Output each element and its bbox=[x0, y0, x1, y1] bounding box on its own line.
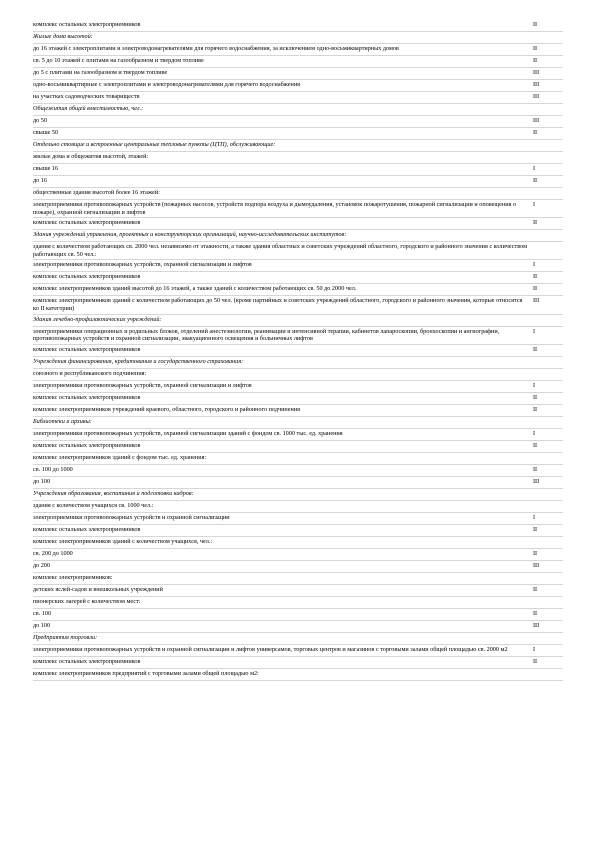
reliability-category: III bbox=[533, 621, 540, 629]
table-row bbox=[33, 260, 563, 272]
reliability-category: II bbox=[533, 405, 538, 413]
table-row bbox=[33, 513, 563, 525]
table-row bbox=[33, 501, 563, 513]
table-row bbox=[33, 68, 563, 80]
row-description: комплекс остальных электроприемников bbox=[33, 657, 141, 665]
reliability-category: III bbox=[533, 69, 540, 76]
row-description: до 50 bbox=[33, 117, 47, 124]
reliability-category: II bbox=[533, 549, 538, 557]
table-row bbox=[33, 645, 563, 657]
row-description: до 16 этажей с электроплитами и электроводонагревателями для горячего водоснабжения, за исключением одно-восьмиквартирных домов bbox=[33, 45, 399, 52]
section-heading-text: Жилые дома высотой: bbox=[33, 33, 93, 40]
row-description: комплекс электроприемников зданий с количеством учащихся, чел.: bbox=[33, 537, 213, 545]
reliability-category: III bbox=[533, 477, 540, 485]
table-row bbox=[33, 272, 563, 284]
section-heading-row bbox=[33, 633, 563, 645]
table-row bbox=[33, 284, 563, 296]
section-heading-row bbox=[33, 104, 563, 116]
table-row bbox=[33, 242, 563, 260]
reliability-category: I bbox=[533, 429, 536, 437]
section-heading-row bbox=[33, 357, 563, 369]
row-description: комплекс электроприемников предприятий с торговыми залами общей площадью м2: bbox=[33, 669, 259, 677]
row-description: комплекс электроприемников: bbox=[33, 573, 113, 581]
section-heading-row bbox=[33, 417, 563, 429]
table-row bbox=[33, 405, 563, 417]
table-row bbox=[33, 218, 563, 230]
row-description: до 200 bbox=[33, 561, 51, 569]
table-row bbox=[33, 585, 563, 597]
reliability-category: II bbox=[533, 57, 538, 64]
row-description: жилые дома и общежития высотой, этажей: bbox=[33, 153, 149, 160]
table-row bbox=[33, 44, 563, 56]
reliability-category: II bbox=[533, 657, 538, 665]
reliability-category: I bbox=[533, 645, 536, 653]
table-row bbox=[33, 200, 563, 218]
reliability-category: II bbox=[533, 129, 538, 136]
section-heading-row bbox=[33, 230, 563, 242]
row-description: на участках садоводческих товариществ bbox=[33, 93, 140, 100]
row-description: электроприемники противопожарных устройств, охранной сигнализации и лифтов bbox=[33, 381, 252, 389]
row-description: комплекс остальных электроприемников bbox=[33, 393, 141, 401]
reliability-category: II bbox=[533, 273, 538, 281]
row-description: союзного и республиканского подчинения: bbox=[33, 369, 147, 377]
table-row bbox=[33, 477, 563, 489]
row-description: пионерских лагерей с количеством мест: bbox=[33, 597, 141, 605]
row-description: до 5 с плитами на газообразном и твердом топливе bbox=[33, 69, 168, 76]
row-description: до 16 bbox=[33, 177, 47, 184]
table-row bbox=[33, 621, 563, 633]
table-row bbox=[33, 561, 563, 573]
reliability-category: II bbox=[533, 585, 538, 593]
table-row bbox=[33, 92, 563, 104]
reliability-category: I bbox=[533, 327, 536, 335]
table-row bbox=[33, 381, 563, 393]
row-description: электроприемники противопожарных устройств и охранной сигнализации bbox=[33, 513, 230, 521]
reliability-category: II bbox=[533, 525, 538, 533]
reliability-category: II bbox=[533, 465, 538, 473]
reliability-category: III bbox=[533, 297, 540, 305]
table-row bbox=[33, 296, 563, 314]
reliability-category: I bbox=[533, 261, 536, 269]
section-heading-text: Общежития общей вместимостью, чел.: bbox=[33, 105, 144, 112]
table-row bbox=[33, 597, 563, 609]
row-description: электроприемники операционных и родильных блоков, отделений анестезиологии, реанимации и интенсивной терапии, кабинетов лапароскопии, бронхоскопии и ангиографии, противопожарных устройств и охранной сигнализации, эвакуационного освещения и больничных лифтов bbox=[33, 327, 500, 343]
table-row bbox=[33, 20, 563, 32]
section-heading-text: Здания учреждений управления, проектных и конструкторских организаций, научно-исследовательских институтов: bbox=[33, 231, 347, 239]
table-row bbox=[33, 573, 563, 585]
table-row bbox=[33, 453, 563, 465]
reliability-category: III bbox=[533, 93, 540, 100]
row-description: здания с количеством работающих св. 2000 чел. независимо от этажности, а также здания областных и советских учреждений областного, городского и районного значения с количеством работающих св. 50 чел.: bbox=[33, 243, 527, 258]
table-row bbox=[33, 537, 563, 549]
row-description: электроприемники противопожарных устройств и охранной сигнализации и лифтов универсамов, торговых центров и магазинов с торговыми залами общей площадью св. 2000 м2 bbox=[33, 645, 508, 653]
reliability-category: I bbox=[533, 513, 536, 521]
table-row bbox=[33, 188, 563, 200]
row-description: здания с количеством учащихся св. 1000 чел.: bbox=[33, 501, 154, 509]
row-description: комплекс остальных электроприемников bbox=[33, 219, 141, 227]
table-row bbox=[33, 345, 563, 357]
reliability-category: II bbox=[533, 177, 538, 184]
table-row bbox=[33, 327, 563, 345]
row-description: комплекс остальных электроприемников bbox=[33, 525, 141, 533]
table-row bbox=[33, 164, 563, 176]
row-description: комплекс остальных электроприемников bbox=[33, 273, 141, 281]
row-description: до 100 bbox=[33, 621, 51, 629]
reliability-category: III bbox=[533, 81, 540, 88]
row-description: св. 100 до 1000 bbox=[33, 465, 73, 473]
section-heading-text: Учреждения финансирования, кредитования и государственного страхования: bbox=[33, 357, 244, 365]
row-description: общественные здания высотой более 16 этажей: bbox=[33, 189, 160, 196]
reliability-category: I bbox=[533, 201, 536, 208]
document-table bbox=[33, 20, 563, 681]
reliability-category: II bbox=[533, 393, 538, 401]
table-row bbox=[33, 128, 563, 140]
reliability-category: I bbox=[533, 165, 536, 172]
reliability-category: III bbox=[533, 561, 540, 569]
row-description: св. 200 до 1000 bbox=[33, 549, 73, 557]
section-heading-text: Здания лечебно-профилактических учреждений: bbox=[33, 315, 162, 323]
section-heading-row bbox=[33, 32, 563, 44]
row-description: до 100 bbox=[33, 477, 51, 485]
row-description: электроприемники противопожарных устройств (пожарных насосов, устройств подпора воздуха и дымоудаления, установок пожаротушения, пожарной сигнализации и оповещения о пожаре), охранной сигнализации и лифтов bbox=[33, 201, 517, 216]
section-heading-text: Учреждения образования, воспитания и подготовки кадров: bbox=[33, 489, 194, 497]
table-row bbox=[33, 669, 563, 681]
section-heading-text: Предприятия торговли: bbox=[33, 633, 98, 641]
table-row bbox=[33, 441, 563, 453]
table-row bbox=[33, 176, 563, 188]
section-heading-row bbox=[33, 140, 563, 152]
row-description: одно-восьмиквартирные с электроплитами и электроводонагревателями для горячего водоснабжения bbox=[33, 81, 301, 88]
reliability-category: II bbox=[533, 345, 538, 353]
row-description: комплекс электроприемников учреждений краевого, областного, городского и районного подчинения bbox=[33, 405, 300, 413]
section-heading-text: Библиотеки и архивы: bbox=[33, 417, 92, 425]
row-description: комплекс электроприемников зданий с количеством работающих до 50 чел. (кроме партийных и советских учреждений областного, городского и районного значения, которые относятся ко II категории) bbox=[33, 297, 523, 312]
reliability-category: II bbox=[533, 441, 538, 449]
row-description: электроприемники противопожарных устройств, охранной сигнализации и лифтов bbox=[33, 261, 252, 269]
row-description: комплекс остальных электроприемников bbox=[33, 21, 141, 28]
reliability-category: II bbox=[533, 609, 538, 617]
row-description: свыше 16 bbox=[33, 165, 59, 172]
table-row bbox=[33, 116, 563, 128]
table-row bbox=[33, 465, 563, 477]
table-row bbox=[33, 56, 563, 68]
row-description: св. 5 до 10 этажей с плитами на газообразном и твердом топливе bbox=[33, 57, 204, 64]
table-row bbox=[33, 657, 563, 669]
section-heading-row bbox=[33, 315, 563, 327]
row-description: электроприемники противопожарных устройств, охранной сигнализации зданий с фондом св. 1000 тыс. ед. хранения bbox=[33, 429, 343, 437]
reliability-category: III bbox=[533, 117, 540, 124]
row-description: комплекс остальных электроприемников bbox=[33, 441, 141, 449]
table-row bbox=[33, 80, 563, 92]
row-description: св. 100 bbox=[33, 609, 52, 617]
table-row bbox=[33, 609, 563, 621]
table-row bbox=[33, 393, 563, 405]
row-description: комплекс электроприемников зданий с фондом тыс. ед. хранения: bbox=[33, 453, 207, 461]
row-description: свыше 50 bbox=[33, 129, 59, 136]
row-description: детских яслей-садов и внешкольных учреждений bbox=[33, 585, 163, 593]
table-row bbox=[33, 369, 563, 381]
table-row bbox=[33, 549, 563, 561]
section-heading-row bbox=[33, 489, 563, 501]
reliability-category: II bbox=[533, 21, 538, 28]
table-row bbox=[33, 429, 563, 441]
table-row bbox=[33, 152, 563, 164]
reliability-category: I bbox=[533, 381, 536, 389]
reliability-category: II bbox=[533, 285, 538, 293]
reliability-category: II bbox=[533, 45, 538, 52]
row-description: комплекс электроприемников зданий высотой до 16 этажей, а также зданий с количеством работающих св. 50 до 2000 чел. bbox=[33, 285, 357, 293]
reliability-category: II bbox=[533, 219, 538, 227]
section-heading-text: Отдельно стоящие и встроенные центральные тепловые пункты (ЦТП), обслуживающие: bbox=[33, 141, 276, 148]
row-description: комплекс остальных электроприемников bbox=[33, 345, 141, 353]
table-row bbox=[33, 525, 563, 537]
